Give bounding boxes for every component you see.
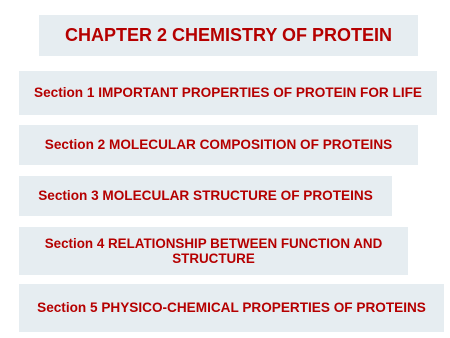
section-4-box[interactable] (19, 227, 408, 275)
section-1-box[interactable] (19, 71, 437, 115)
section-2-box[interactable] (19, 125, 418, 165)
chapter-title: CHAPTER 2 CHEMISTRY OF PROTEIN (64, 25, 393, 46)
section-3-box[interactable] (19, 176, 392, 216)
section-2-label: Section 2 MOLECULAR COMPOSITION OF PROTEINS (44, 137, 393, 153)
section-1-label: Section 1 IMPORTANT PROPERTIES OF PROTEIN FOR LIFE (34, 85, 422, 101)
section-5-label: Section 5 PHYSICO-CHEMICAL PROPERTIES OF PROTEINS (37, 300, 426, 316)
section-4-label: Section 4 RELATIONSHIP BETWEEN FUNCTION AND STRUCTURE (44, 235, 383, 266)
chapter-title-box (39, 15, 418, 56)
section-3-label: Section 3 MOLECULAR STRUCTURE OF PROTEINS (38, 188, 373, 204)
section-5-box[interactable] (19, 284, 444, 332)
